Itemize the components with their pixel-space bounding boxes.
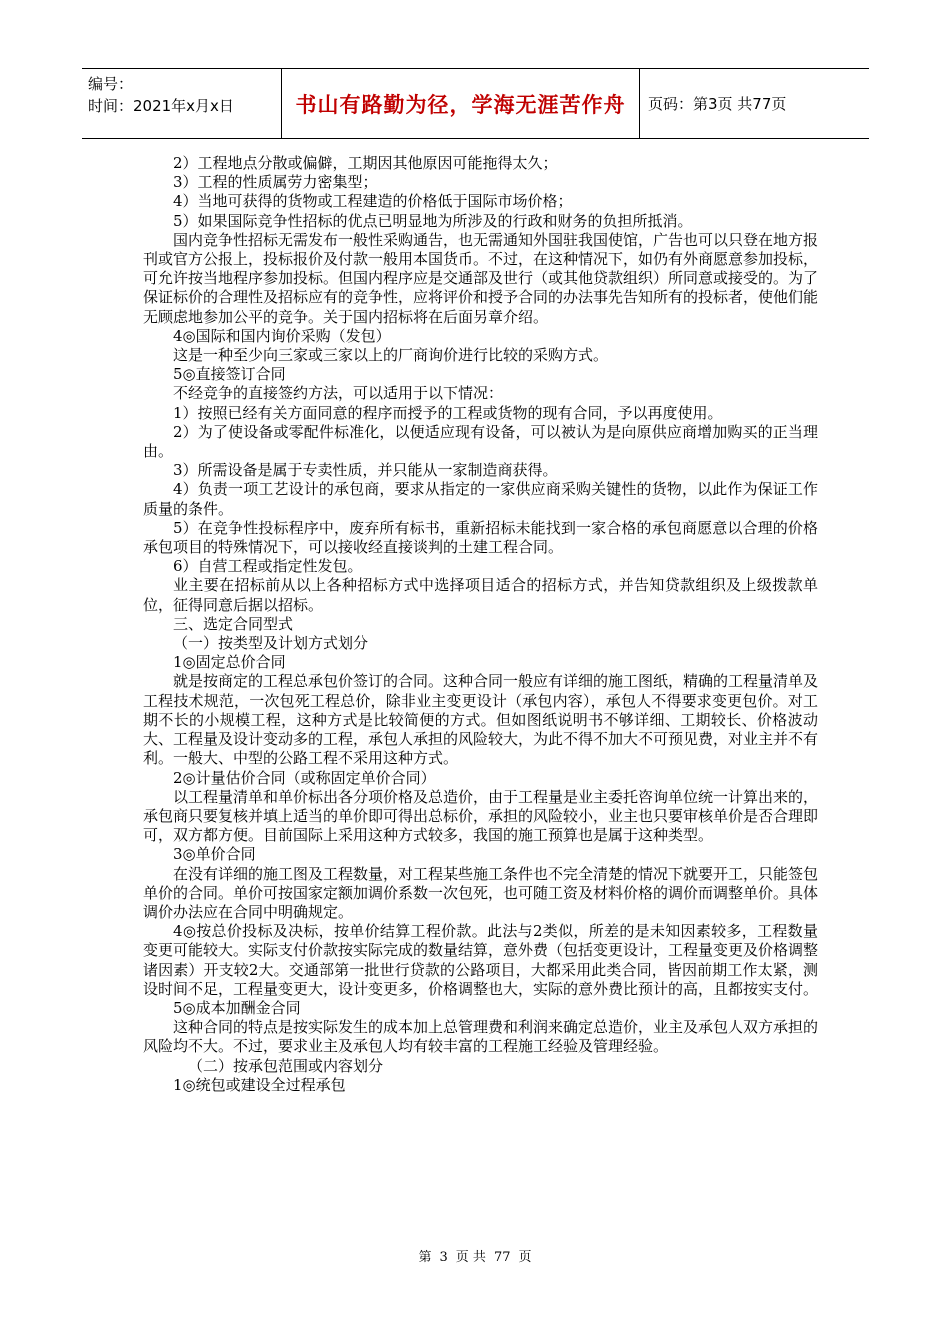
body-paragraph: 5◎直接签订合同 (173, 365, 286, 384)
footer-page-suffix: 页 (518, 1250, 532, 1265)
page-header (82, 68, 869, 139)
header-page-info: 页码：第3页 共77页 (648, 95, 787, 113)
body-paragraph: 在没有详细的施工图及工程数量，对工程某些施工条件也不完全清楚的情况下就要开工，只能签包单价的合同。单价可按国家定额加调价系数一次包死，也可随工资及材料价格的调价而调整单价。具体调价办法应在合同中明确规定。 (143, 864, 819, 921)
body-paragraph: 3◎单价合同 (173, 845, 256, 864)
footer-page-total: 77 (493, 1250, 511, 1265)
body-paragraph: 这种合同的特点是按实际发生的成本加上总管理费和利润来确定总造价，业主及承包人双方承担的风险均不大。不过，要求业主及承包人均有较丰富的工程施工经验及管理经验。 (143, 1018, 819, 1056)
header-meta (82, 69, 282, 138)
body-paragraph: 业主要在招标前从以上各种招标方式中选择项目适合的招标方式，并告知贷款组织及上级拨款单位，征得同意后据以招标。 (143, 576, 818, 614)
document-body (143, 154, 818, 1095)
body-paragraph: 1◎统包或建设全过程承包 (173, 1075, 346, 1094)
body-paragraph: 这是一种至少向三家或三家以上的厂商询价进行比较的采购方式。 (173, 346, 609, 365)
body-paragraph: 以工程量清单和单价标出各分项价格及总造价，由于工程量是业主委托咨询单位统一计算出来的，承包商只要复核并填上适当的单价即可得出总标价，承担的风险较小，业主也只要审核单价是否合理即可，双方都方便。目前国际上采用这种方式较多，我国的施工预算也是属于这种类型。 (143, 787, 819, 845)
body-paragraph: 不经竞争的直接签约方法，可以适用于以下情况： (173, 384, 504, 403)
body-paragraph: 2）工程地点分散或偏僻，工期因其他原因可能拖得太久； (173, 154, 558, 172)
body-paragraph: 国内竞争性招标无需发布一般性采购通告，也无需通知外国驻我国使馆，广告也可以只登在地方报刊或官方公报上，投标报价及付款一般用本国货币。不过，在这种情况下，如仍有外商愿意参加投标，可允许按当地程序参加投标。但国内程序应是交通部及世行（或其他贷款组织）所同意或接受的。为了保证标价的合理性及招标应有的竞争性，应将评价和授予合同的办法事先告知所有的投标者，使他们能无顾虑地参加公平的竞争。关于国内招标将在后面另章介绍。 (143, 230, 819, 326)
page-footer (0, 1246, 950, 1265)
body-paragraph: 2）为了使设备或零配件标准化，以便适应现有设备，可以被认为是向原供应商增加购买的正当理由。 (143, 422, 818, 461)
footer-page-prefix: 第 (418, 1250, 432, 1265)
body-paragraph: 4）负责一项工艺设计的承包商，要求从指定的一家供应商采购关键性的货物，以此作为保证工作质量的条件。 (143, 480, 818, 518)
body-paragraph: （一）按类型及计划方式划分 (173, 634, 369, 653)
body-paragraph: 4）当地可获得的货物或工程建造的价格低于国际市场价格； (173, 192, 573, 211)
body-paragraph: 4◎国际和国内询价采购（发包） (173, 326, 391, 345)
document-date: 时间：2021年x月x日 (88, 97, 234, 115)
body-paragraph: 2◎计量估价合同（或称固定单价合同） (173, 768, 436, 787)
body-paragraph: 三、选定合同型式 (173, 614, 294, 633)
footer-page-mid: 页 共 (455, 1250, 486, 1265)
header-motto: 书山有路勤为径，学海无涯苦作舟 (282, 69, 640, 138)
body-paragraph: 5）如果国际竞争性招标的优点已明显地为所涉及的行政和财务的负担所抵消。 (173, 211, 693, 230)
body-paragraph: 3）所需设备是属于专卖性质，并只能从一家制造商获得。 (173, 461, 558, 480)
body-paragraph: 1）按照已经有关方面同意的程序而授予的工程或货物的现有合同，予以再度使用。 (173, 403, 723, 422)
body-paragraph: 5◎成本加酬金合同 (173, 998, 301, 1017)
body-paragraph: 5）在竞争性投标程序中，废弃所有标书，重新招标未能找到一家合格的承包商愿意以合理的价格承包项目的特殊情况下，可以接收经直接谈判的土建工程合同。 (143, 518, 818, 557)
footer-page-number: 3 (439, 1250, 448, 1265)
body-paragraph: 1◎固定总价合同 (173, 653, 286, 672)
body-paragraph: 3）工程的性质属劳力密集型； (173, 173, 378, 192)
body-paragraph: 6）自营工程或指定性发包。 (173, 557, 363, 576)
body-paragraph: 4◎按总价投标及决标，按单价结算工程价款。此法与2类似，所差的是未知因素较多，工程数量变更可能较大。实际支付价款按实际完成的数量结算，意外费（包括变更设计，工程量变更及价格调整诸因素）开支较2大。交通部第一批世行贷款的公路项目，大都采用此类合同，皆因前期工作太紧，测设时间不足，工程量变更大，设计变更多，价格调整也大，实际的意外费比预计的高，且都按实支付。 (143, 922, 819, 998)
body-paragraph: 就是按商定的工程总承包价签订的合同。这种合同一般应有详细的施工图纸，精确的工程量清单及工程技术规范，一次包死工程总价，除非业主变更设计（承包内容），承包人不得要求变更包价。对工期不长的小规模工程，这种方式是比较简便的方式。但如图纸说明书不够详细、工期较长、价格波动大、工程量及设计变动多的工程，承包人承担的风险较大，为此不得不加大不可预见费，对业主并不有利。一般大、中型的公路工程不采用这种方式。 (143, 672, 819, 768)
body-paragraph: （二）按承包范围或内容划分 (188, 1056, 384, 1075)
document-number-label: 编号： (88, 75, 134, 93)
